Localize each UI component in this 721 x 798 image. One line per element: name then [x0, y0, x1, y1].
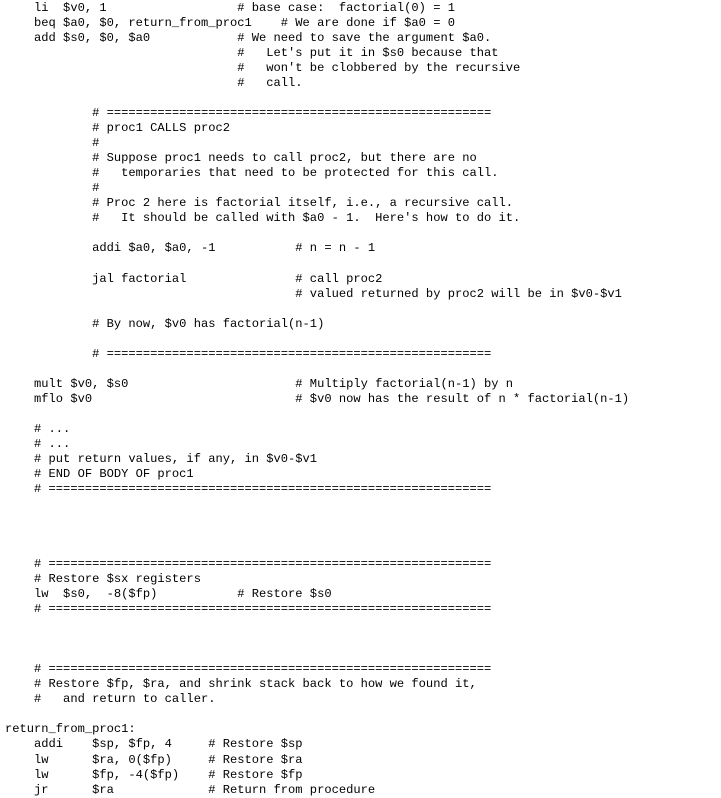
code-line: lw $s0, -8($fp) # Restore $s0 [5, 587, 332, 602]
code-line: addi $a0, $a0, -1 # n = n - 1 [5, 241, 376, 256]
code-line: # proc1 CALLS proc2 [5, 121, 230, 136]
code-line: lw $fp, -4($fp) # Restore $fp [5, 767, 303, 782]
code-line: mult $v0, $s0 # Multiply factorial(n-1) by n [5, 376, 514, 391]
code-line: return_from_proc1: [5, 722, 136, 737]
code-line: # END OF BODY OF proc1 [5, 466, 194, 481]
code-line: # It should be called with $a0 - 1. Here's how to do it. [5, 211, 521, 226]
code-line: # [5, 181, 100, 196]
code-line: # Suppose proc1 needs to call proc2, but there are no [5, 151, 477, 166]
code-line: # put return values, if any, in $v0-$v1 [5, 451, 318, 466]
code-line: beq $a0, $0, return_from_proc1 # We are done if $a0 = 0 [5, 16, 455, 31]
code-line: # Let's put it in $s0 because that [5, 46, 499, 61]
code-line: # call. [5, 76, 303, 91]
code-line: # Proc 2 here is factorial itself, i.e., a recursive call. [5, 196, 514, 211]
code-line: jr $ra # Return from procedure [5, 782, 376, 797]
code-line: # ===================================================== [5, 106, 492, 121]
code-line: # ============================================================= [5, 557, 492, 572]
code-line: # temporaries that need to be protected for this call. [5, 166, 499, 181]
code-line: li $v0, 1 # base case: factorial(0) = 1 [5, 1, 455, 15]
code-line: # ============================================================= [5, 481, 492, 496]
code-line: addi $sp, $fp, 4 # Restore $sp [5, 737, 303, 752]
code-line: add $s0, $0, $a0 # We need to save the argument $a0. [5, 31, 492, 46]
code-line: # By now, $v0 has factorial(n-1) [5, 316, 325, 331]
code-line: # ... [5, 421, 71, 436]
code-line: # ============================================================= [5, 662, 492, 677]
code-line: mflo $v0 # $v0 now has the result of n * factorial(n-1) [5, 391, 630, 406]
code-line: # Restore $sx registers [5, 572, 201, 587]
code-line: # Restore $fp, $ra, and shrink stack back to how we found it, [5, 677, 477, 692]
code-line: # won't be clobbered by the recursive [5, 61, 521, 76]
code-line: # valued returned by proc2 will be in $v0-$v1 [5, 286, 622, 301]
code-line: # ... [5, 436, 71, 451]
code-line: lw $ra, 0($fp) # Restore $ra [5, 752, 303, 767]
code-line: # and return to caller. [5, 692, 216, 707]
code-line: jal factorial # call proc2 [5, 271, 383, 286]
code-line: # ============================================================= [5, 602, 492, 617]
code-line: # ===================================================== [5, 346, 492, 361]
code-line: # [5, 136, 100, 151]
